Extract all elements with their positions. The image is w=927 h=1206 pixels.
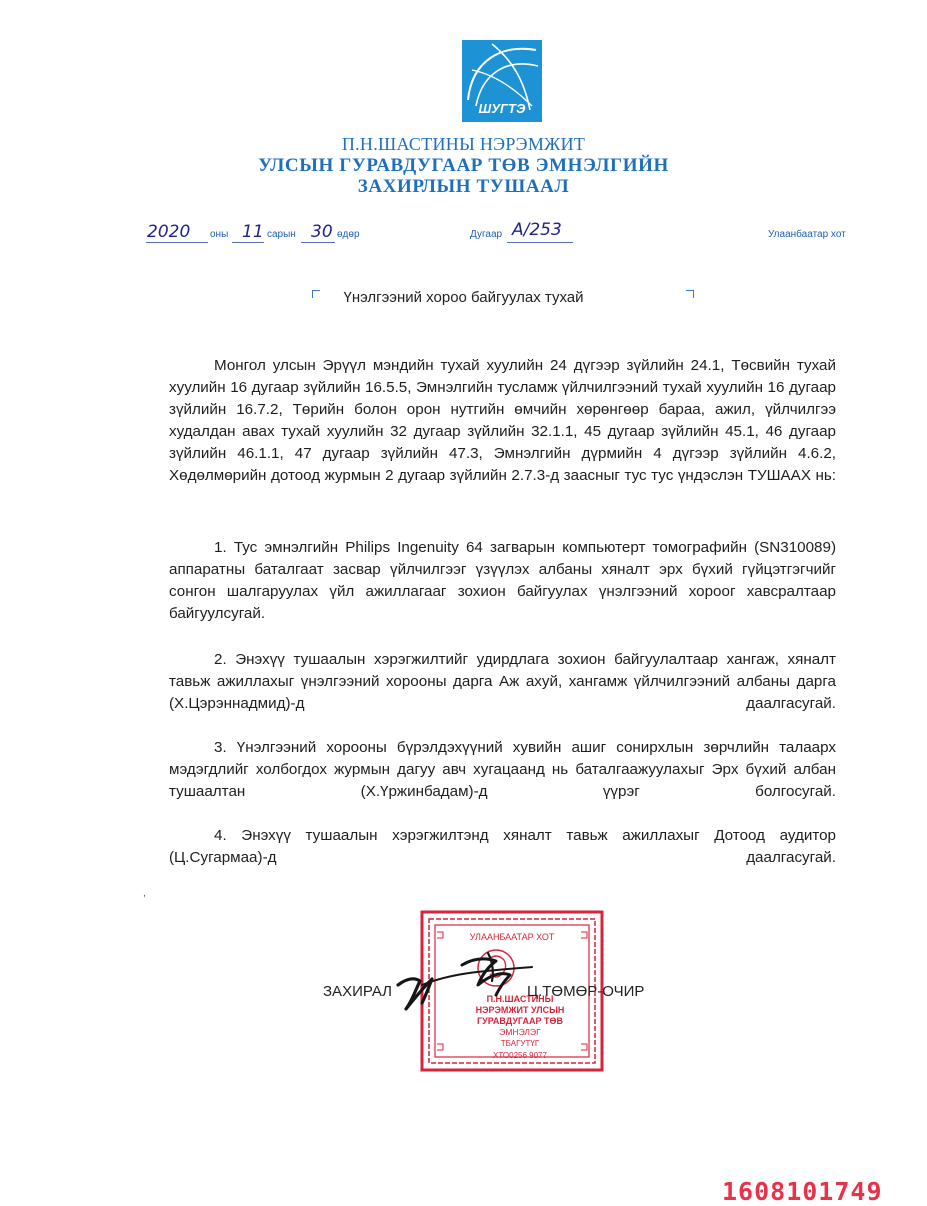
order-item-1-text: 1. Тус эмнэлгийн Philips Ingenuity 64 загварын компьютерт томографийн (SN310089) аппаратны баталгаат засвар үйлчилгээг үзүүлэх албаны хяналт эрх бүхий гүйцэтгэгчийг сонгон шалгаруулах үйл ажиллагааг зохион байгуулах үнэлгээний хороог хавсралтаар байгуулсугай. xyxy=(169,539,836,622)
preamble-paragraph xyxy=(169,355,836,509)
year-underline xyxy=(146,242,208,243)
stamp-line2: НЭРЭМЖИТ УЛСЫН xyxy=(475,1005,565,1015)
order-item-4 xyxy=(169,825,836,891)
logo-text: ШУГТЭ xyxy=(478,101,526,116)
month-label: сарын xyxy=(267,229,296,240)
hospital-logo xyxy=(462,40,542,122)
institution-name-line2: УЛСЫН ГУРАВДУГААР ТӨВ ЭМНЭЛГИЙН xyxy=(258,155,669,176)
handwritten-signature xyxy=(392,945,542,1015)
order-subject: Үнэлгээний хороо байгуулах тухай xyxy=(343,289,584,306)
order-item-2-text: 2. Энэхүү тушаалын хэрэгжилтийг удирдлага зохион байгуулалтаар хангаж, хяналт тавьж ажиллахыг үнэлгээний хорооны дарга Аж ахуй, хангамж үйлчилгээний албаны дарга (Х.Цэрэннадмид)-д даалгасугай. xyxy=(169,651,836,712)
order-item-3 xyxy=(169,737,836,825)
stamp-line5: ТБАГУТҮГ xyxy=(500,1039,540,1048)
year-label: оны xyxy=(210,229,229,240)
margin-mark: , xyxy=(143,888,146,899)
director-title: ЗАХИРАЛ xyxy=(323,983,393,1000)
order-item-1 xyxy=(169,537,836,647)
day-underline xyxy=(301,242,335,243)
director-name: Ц.ТӨМӨР-ОЧИР xyxy=(527,983,645,1000)
city-label: Улаанбаатар хот xyxy=(768,229,846,240)
order-number: А/253 xyxy=(512,220,562,240)
preamble-text: Монгол улсын Эрүүл мэндийн тухай хуулийн 24 дүгээр зүйлийн 24.1, Төсвийн тухай хуулийн 16 дугаар зүйлийн 16.5.5, Эмнэлгийн тусламж үйлчилгээний тухай хуулийн 16 дугаар зүйлийн 16.7.2, Төрийн болон орон нутгийн өмчийн хөрөнгөөр бараа, ажил, үйлчилгээ худалдан авах тухай хуулийн 32 дугаар зүйлийн 32.1.1, 45 дугаар зүйлийн 45.1, 46 дугаар зүйлийн 46.1.1, 47 дугаар зүйлийн 47.3, Эмнэлгийн дүрмийн 4 дүгээр зүйлийн 4.6.2, Хөдөлмөрийн дотоод журмын 2 дугаар зүйлийн 2.7.3-д заасныг тус тус үндэслэн ТУШААХ нь: xyxy=(169,357,836,484)
stamp-city: УЛААНБААТАР ХОТ xyxy=(469,932,555,942)
stamp-line6: ХТО0256 9077 xyxy=(493,1051,547,1060)
number-label: Дугаар xyxy=(470,229,503,240)
order-item-2 xyxy=(169,649,836,737)
stamp-line3: ГУРАВДУГААР ТӨВ xyxy=(477,1016,563,1026)
date-day: 30 xyxy=(311,222,333,242)
number-underline xyxy=(507,242,573,243)
date-year: 2020 xyxy=(147,222,191,242)
order-item-3-text: 3. Үнэлгээний хорооны бүрэлдэхүүний хувийн ашиг сонирхлын зөрчлийн талаарх мэдэгдлийг холбогдох журмын дагуу авч хугацаанд нь баталгаажуулахыг Эрх бүхий албан тушаалтан (Х.Үржинбадам)-д үүрэг болгосугай. xyxy=(169,739,836,800)
day-label: өдөр xyxy=(337,229,360,240)
date-month: 11 xyxy=(242,222,264,242)
order-item-4-text: 4. Энэхүү тушаалын хэрэгжилтэнд хяналт тавьж ажиллахыг Дотоод аудитор (Ц.Сугармаа)-д даалгасугай. xyxy=(169,827,836,866)
subject-bracket-right xyxy=(686,290,694,298)
stamp-line4: ЭМНЭЛЭГ xyxy=(499,1027,541,1037)
document-serial-number: 1608101749 xyxy=(722,1177,883,1206)
month-underline xyxy=(232,242,264,243)
institution-name-line1: П.Н.ШАСТИНЫ НЭРЭМЖИТ xyxy=(341,134,586,154)
stamp-line1: П.Н.ШАСТИНЫ xyxy=(486,994,554,1004)
document-type-title: ЗАХИРЛЫН ТУШААЛ xyxy=(357,176,570,197)
